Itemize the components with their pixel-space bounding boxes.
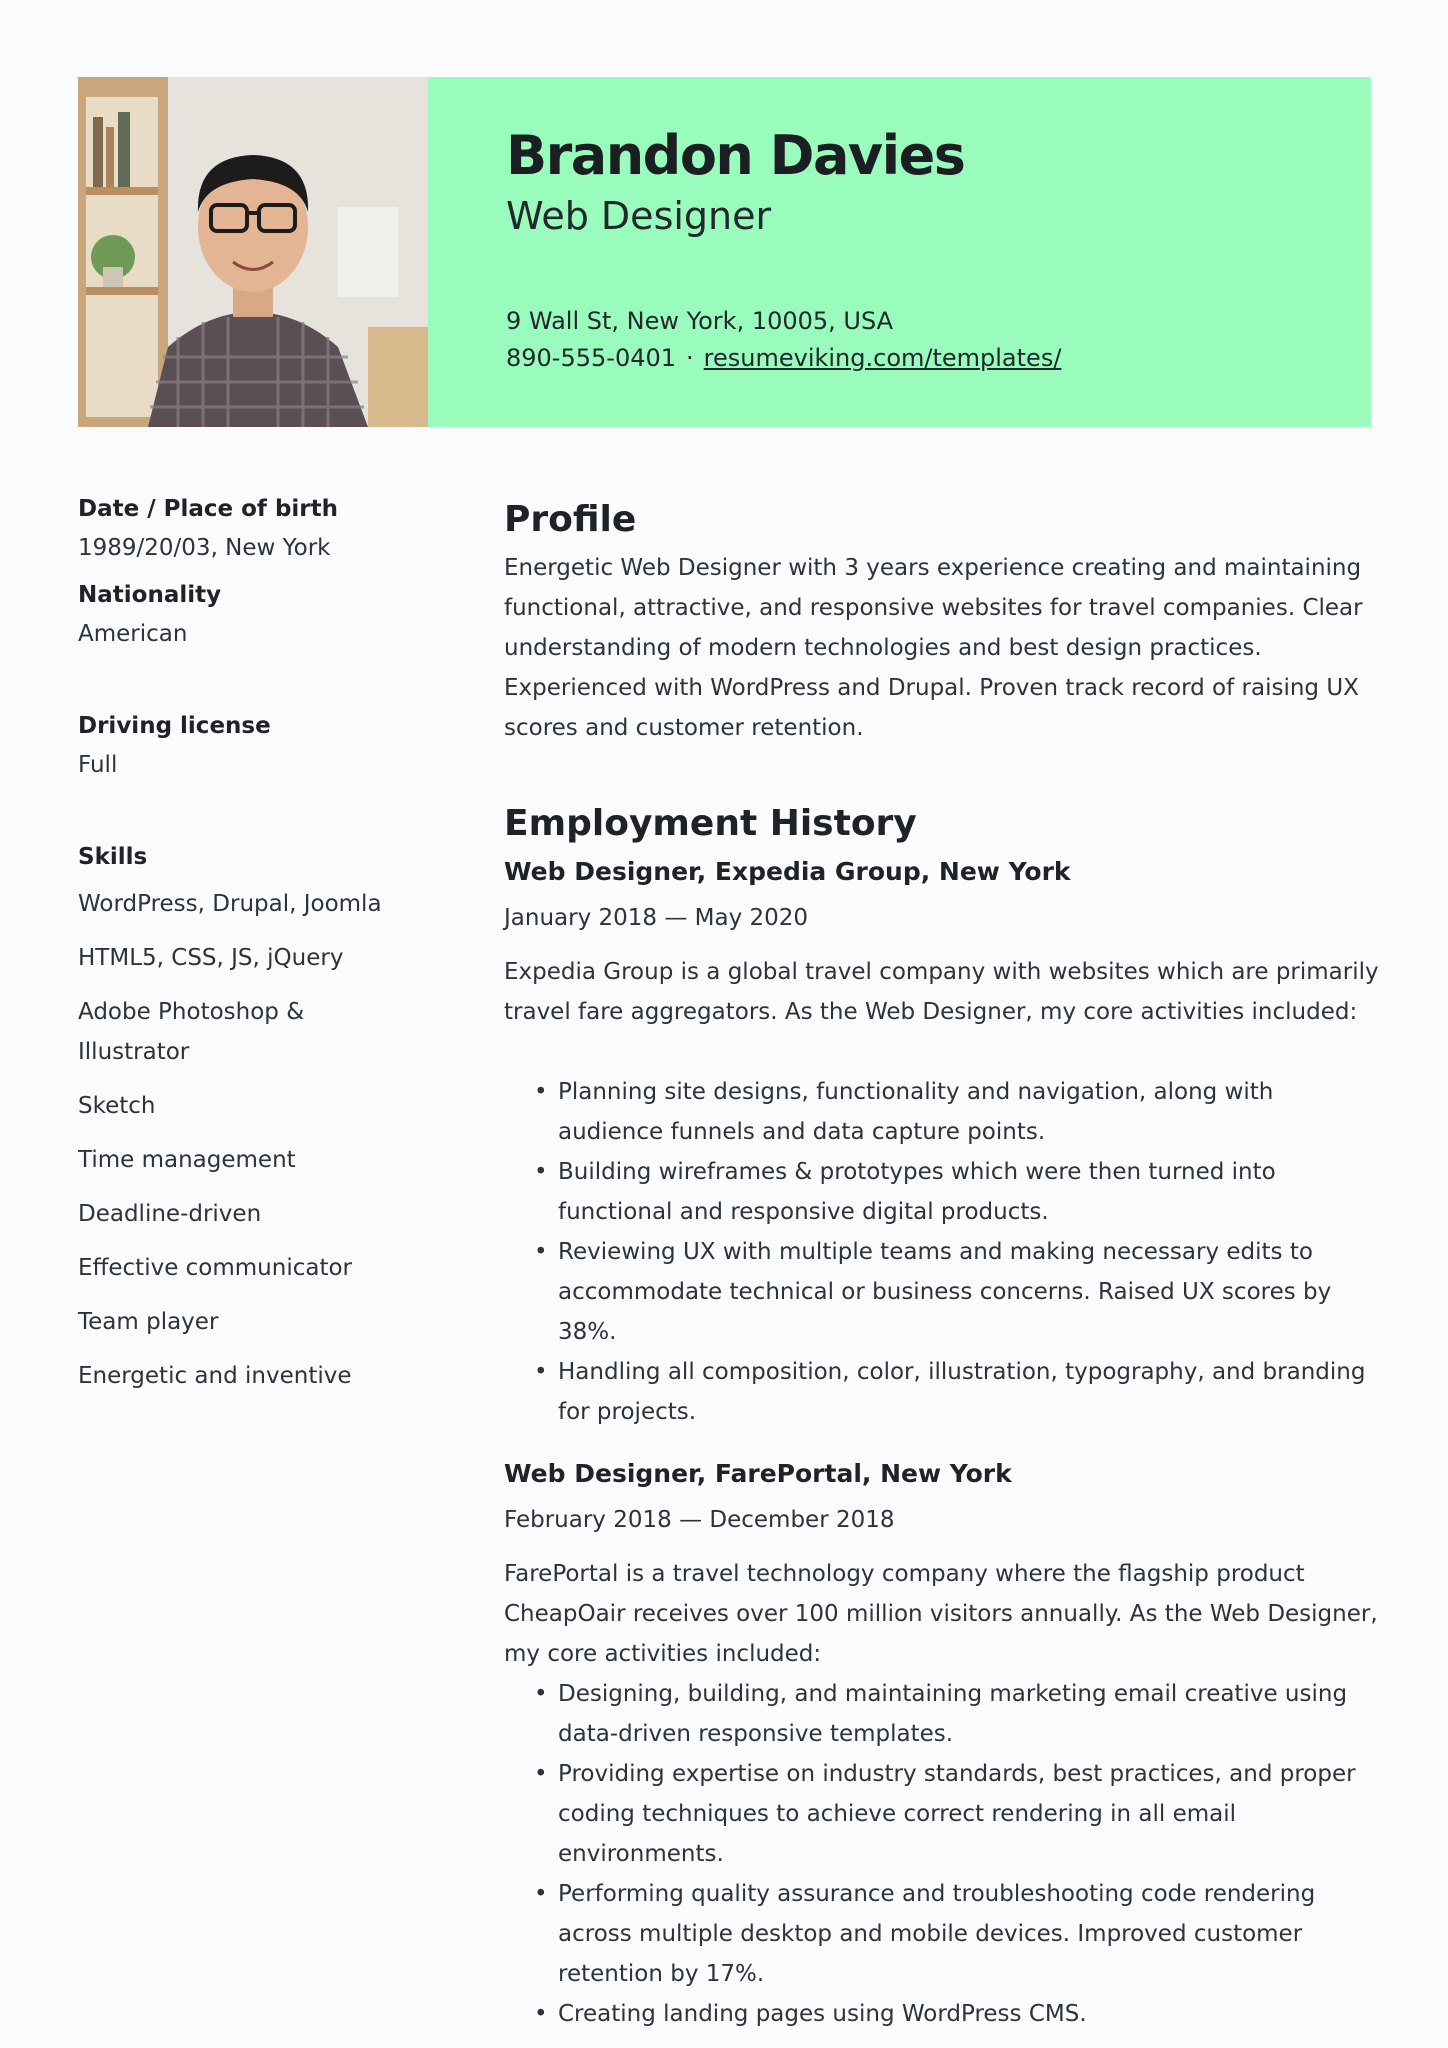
phone-number: 890-555-0401 xyxy=(506,344,677,372)
job-bullet: • Performing quality assurance and troubleshooting code rendering across multiple desktop and mobile devices. Improved customer retention by 17%. xyxy=(558,1874,1384,1994)
profile-photo xyxy=(78,77,428,427)
license-label: Driving license xyxy=(78,713,271,739)
profile-text: Energetic Web Designer with 3 years experience creating and maintaining functional, attractive, and responsive websites for travel companies. Clear understanding of modern technologies and best design practices. Experienced with WordPress and Drupal. Proven track record of raising UX scores and customer retention. xyxy=(504,555,1363,741)
job-dates: January 2018 — May 2020 xyxy=(504,905,809,931)
job-bullet: • Providing expertise on industry standards, best practices, and proper coding techniques to achieve correct rendering in all email environments. xyxy=(558,1754,1384,1874)
website-link[interactable]: resumeviking.com/templates/ xyxy=(703,344,1062,372)
details-sidebar xyxy=(78,490,408,1410)
license-value: Full xyxy=(78,752,118,778)
skill-item: Sketch xyxy=(78,1093,156,1119)
job-bullets xyxy=(504,1674,1384,2034)
employment-heading: Employment History xyxy=(504,803,917,844)
dob-label: Date / Place of birth xyxy=(78,496,338,522)
address: 9 Wall St, New York, 10005, USA xyxy=(506,307,894,335)
job-dates: February 2018 — December 2018 xyxy=(504,1507,895,1533)
job-description: Expedia Group is a global travel company with websites which are primarily travel fare aggregators. As the Web Designer, my core activities included: xyxy=(504,959,1379,1025)
skills-label: Skills xyxy=(78,844,148,870)
skills-list xyxy=(78,884,408,1396)
nationality-label: Nationality xyxy=(78,582,222,608)
skill-item: WordPress, Drupal, Joomla xyxy=(78,891,382,917)
skill-item: HTML5, CSS, JS, jQuery xyxy=(78,945,344,971)
resume-header xyxy=(78,77,1371,427)
job-bullet: • Designing, building, and maintaining marketing email creative using data-driven responsive templates. xyxy=(558,1674,1384,1754)
job-role: Web Designer, Expedia Group, New York xyxy=(504,857,1071,886)
job-bullet: • Reviewing UX with multiple teams and making necessary edits to accommodate technical or business concerns. Raised UX scores by 38%. xyxy=(558,1232,1384,1352)
job-entry xyxy=(504,852,1384,1432)
candidate-title: Web Designer xyxy=(506,194,772,238)
dob-value: 1989/20/03, New York xyxy=(78,535,331,561)
profile-heading: Profile xyxy=(504,499,637,540)
candidate-name: Brandon Davies xyxy=(506,124,965,187)
header-info xyxy=(428,77,1061,427)
job-entry xyxy=(504,1454,1384,2034)
job-bullet: • Building wireframes & prototypes which were then turned into functional and responsive digital products. xyxy=(558,1152,1384,1232)
contact-line xyxy=(506,340,1061,377)
skill-item: Adobe Photoshop & Illustrator xyxy=(78,999,305,1065)
job-description: FarePortal is a travel technology company where the flagship product CheapOair receives over 100 million visitors annually. As the Web Designer, my core activities included: xyxy=(504,1561,1378,1667)
skill-item: Effective communicator xyxy=(78,1255,353,1281)
job-role: Web Designer, FarePortal, New York xyxy=(504,1459,1012,1488)
skill-item: Energetic and inventive xyxy=(78,1363,352,1389)
job-bullet: • Handling all composition, color, illustration, typography, and branding for projects. xyxy=(558,1352,1384,1432)
job-bullets xyxy=(504,1072,1384,1432)
job-bullet: • Planning site designs, functionality and navigation, along with audience funnels and data capture points. xyxy=(558,1072,1384,1152)
nationality-value: American xyxy=(78,621,188,647)
skill-item: Deadline-driven xyxy=(78,1201,262,1227)
job-bullet: • Creating landing pages using WordPress CMS. xyxy=(558,1994,1384,2034)
skill-item: Team player xyxy=(78,1309,219,1335)
main-content xyxy=(504,492,1384,2034)
contact-separator: · xyxy=(686,344,694,372)
skill-item: Time management xyxy=(78,1147,296,1173)
